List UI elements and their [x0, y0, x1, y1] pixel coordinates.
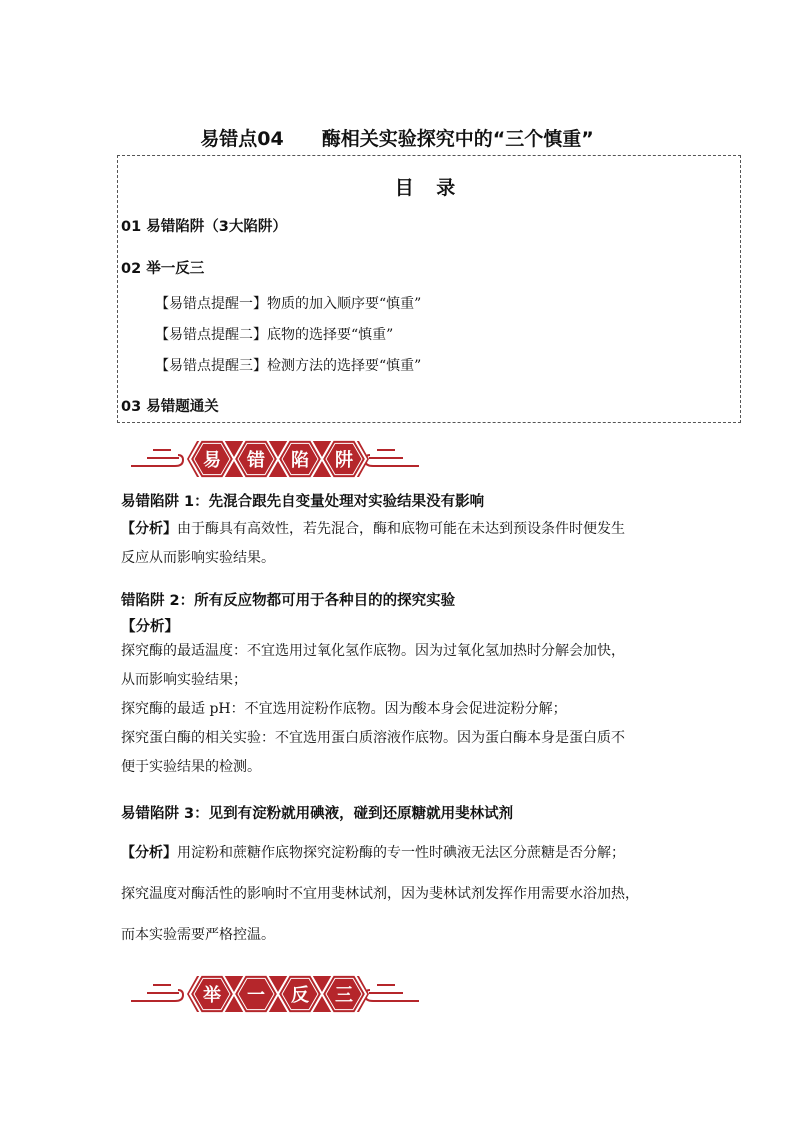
trap-1-heading: 易错陷阱 1：先混合跟先自变量处理对实验结果没有影响 [121, 494, 485, 510]
toc-subitem-1[interactable]: 【易错点提醒一】物质的加入顺序要“慎重” [155, 296, 422, 312]
trap-1-section [121, 490, 716, 573]
trap-3-line-2: 探究温度对酶活性的影响时不宜用斐林试剂，因为斐林试剂发挥作用需要水浴加热， [121, 886, 639, 902]
trap-3-line-1: 用淀粉和蔗糖作底物探究淀粉酶的专一性时碘液无法区分蔗糖是否分解； [177, 845, 625, 861]
trap-2-line-2: 从而影响实验结果； [121, 672, 247, 688]
toc-subitem-3[interactable]: 【易错点提醒三】检测方法的选择要“慎重” [155, 358, 422, 374]
banner-char-2: 一 [247, 985, 265, 1006]
toc-item-03[interactable]: 03 易错题通关 [121, 399, 219, 415]
trap-1-analysis-text-cont: 反应从而影响实验结果。 [121, 550, 275, 566]
banner-char-1: 举 [203, 985, 221, 1006]
trap-3-section [121, 802, 716, 945]
trap-2-line-1: 探究酶的最适温度：不宜选用过氧化氢作底物。因为过氧化氢加热时分解会加快， [121, 643, 625, 659]
toc-heading: 目 录 [394, 177, 464, 199]
trap-2-section [121, 589, 716, 782]
trap-3-heading: 易错陷阱 3：见到有淀粉就用碘液，碰到还原糖就用斐林试剂 [121, 806, 514, 822]
title-right: 酶相关实验探究中的“三个慎重” [321, 128, 594, 150]
banner-char-4: 阱 [335, 450, 353, 471]
trap-2-line-4: 探究蛋白酶的相关实验：不宜选用蛋白质溶液作底物。因为蛋白酶本身是蛋白质不 [121, 730, 625, 746]
page-title [0, 124, 794, 151]
trap-1-analysis-label: 【分析】 [121, 521, 177, 537]
banner-char-2: 错 [247, 450, 265, 471]
banner-char-3: 反 [291, 985, 309, 1006]
table-of-contents [117, 155, 741, 423]
trap-2-heading: 错陷阱 2：所有反应物都可用于各种目的的探究实验 [121, 593, 456, 609]
toc-item-02[interactable]: 02 举一反三 [121, 261, 205, 277]
banner-char-3: 陷 [291, 450, 309, 471]
banner-char-1: 易 [203, 450, 221, 471]
trap-2-line-5: 便于实验结果的检测。 [121, 759, 261, 775]
banner-char-4: 三 [335, 985, 353, 1006]
trap-3-line-3: 而本实验需要严格控温。 [121, 927, 275, 943]
trap-3-analysis-label: 【分析】 [121, 845, 177, 861]
toc-subitem-2[interactable]: 【易错点提醒二】底物的选择要“慎重” [155, 327, 394, 343]
trap-1-analysis-text: 由于酶具有高效性，若先混合，酶和底物可能在未达到预设条件时便发生 [177, 521, 625, 537]
trap-2-analysis-label: 【分析】 [121, 619, 179, 635]
trap-2-line-3: 探究酶的最适 pH：不宜选用淀粉作底物。因为酸本身会促进淀粉分解； [121, 701, 567, 717]
title-left: 易错点04 [200, 128, 284, 150]
toc-item-01[interactable]: 01 易错陷阱（3大陷阱） [121, 219, 287, 235]
